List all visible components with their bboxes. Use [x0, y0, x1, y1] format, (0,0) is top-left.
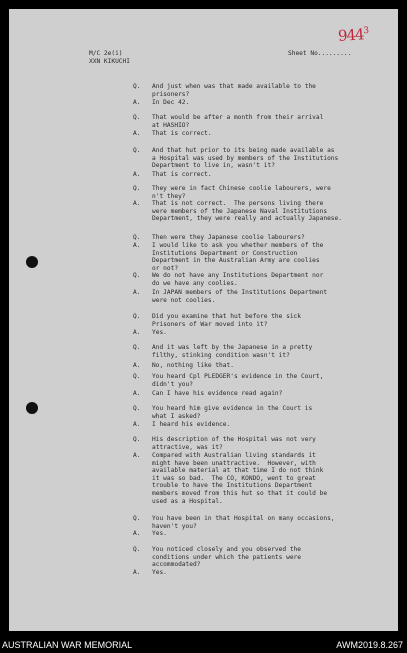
- entry-text: Yes.: [152, 569, 167, 576]
- reference-line-2: XXN KIKUCHI: [89, 57, 130, 65]
- entry-label: Q.: [133, 234, 141, 241]
- sheet-number-label: Sheet No.........: [288, 50, 352, 57]
- question-entry: [133, 515, 395, 530]
- question-entry: [133, 272, 395, 287]
- entry-text: You noticed closely and you observed the conditions under which the patients were accommodated?: [152, 546, 302, 569]
- question-entry: [133, 114, 395, 129]
- entry-text: In JAPAN members of the Institutions Department were not coolies.: [152, 289, 328, 304]
- entry-label: Q.: [133, 436, 141, 443]
- entry-label: A.: [133, 569, 141, 576]
- handwritten-page-number: $944^3$: [337, 25, 369, 46]
- entry-label: Q.: [133, 83, 141, 90]
- answer-entry: [133, 289, 395, 304]
- entry-label: Q.: [133, 185, 141, 192]
- entry-text: You heard Cpl PLEDGER's evidence in the Court, didn't you?: [152, 373, 324, 388]
- entry-text: Can I have his evidence read again?: [152, 390, 283, 397]
- answer-entry: [133, 421, 395, 429]
- question-entry: [133, 373, 395, 388]
- entry-text: They were in fact Chinese coolie labourers, were n't they?: [152, 185, 331, 200]
- entry-label: A.: [133, 99, 141, 106]
- entry-text: Yes.: [152, 329, 167, 336]
- answer-entry: [133, 569, 395, 577]
- entry-label: A.: [133, 390, 141, 397]
- entry-text: Then were they Japanese coolie labourers?: [152, 234, 305, 241]
- entry-text: That is correct.: [152, 171, 212, 178]
- entry-text: And that hut prior to its being made available as a Hospital was used by members of the Institutions Department to live in, wasn't it?: [152, 147, 339, 170]
- answer-entry: [133, 452, 395, 505]
- question-entry: [133, 405, 395, 420]
- entry-label: A.: [133, 289, 141, 296]
- answer-entry: [133, 530, 395, 538]
- question-entry: [133, 546, 395, 569]
- entry-text: His description of the Hospital was not very attractive, was it?: [152, 436, 316, 451]
- answer-entry: [133, 200, 395, 223]
- footer-source: AUSTRALIAN WAR MEMORIAL: [2, 640, 133, 650]
- entry-label: A.: [133, 452, 141, 459]
- entry-label: A.: [133, 530, 141, 537]
- answer-entry: [133, 242, 395, 272]
- question-entry: [133, 185, 395, 200]
- entry-text: No, nothing like that.: [152, 362, 234, 369]
- entry-label: Q.: [133, 515, 141, 522]
- question-entry: [133, 147, 395, 170]
- answer-entry: [133, 99, 395, 107]
- entry-text: I heard his evidence.: [152, 421, 231, 428]
- entry-text: And just when was that made available to the prisoners?: [152, 83, 316, 98]
- entry-label: Q.: [133, 147, 141, 154]
- entry-label: Q.: [133, 272, 141, 279]
- entry-text: You have been in that Hospital on many occasions, haven't you?: [152, 515, 335, 530]
- entry-text: Yes.: [152, 530, 167, 537]
- entry-label: Q.: [133, 114, 141, 121]
- question-entry: [133, 344, 395, 359]
- entry-text: That is correct.: [152, 130, 212, 137]
- entry-text: That is not correct. The persons living there were members of the Japanese Naval Institutions Department, they were really and actually Japanese.: [152, 200, 342, 223]
- entry-text: We do not have any Institutions Department nor do we have any coolies.: [152, 272, 324, 287]
- entry-text: I would like to ask you whether members of the Institutions Department or Construction Department in the Australian Army are coolies or not?: [152, 242, 324, 272]
- entry-label: Q.: [133, 405, 141, 412]
- answer-entry: [133, 171, 395, 179]
- entry-label: Q.: [133, 373, 141, 380]
- entry-label: Q.: [133, 546, 141, 553]
- answer-entry: [133, 362, 395, 370]
- entry-label: Q.: [133, 313, 141, 320]
- answer-entry: [133, 390, 395, 398]
- footer-accession: AWM2019.8.267: [336, 640, 403, 650]
- punch-hole: [26, 256, 38, 268]
- entry-label: A.: [133, 329, 141, 336]
- reference-line-1: M/C 2e(i): [89, 50, 123, 57]
- entry-text: Compared with Australian living standards it might have been unattractive. However, with available material at that time I do not think it was so bad. The CO, KONDO, went to great trouble to have the Institutions Department members moved from this hut so that it could be used as a Hospital.: [152, 452, 328, 505]
- answer-entry: [133, 130, 395, 138]
- document-reference: [89, 50, 130, 65]
- punch-hole: [26, 402, 38, 414]
- entry-label: A.: [133, 171, 141, 178]
- entry-label: A.: [133, 362, 141, 369]
- question-entry: [133, 313, 395, 328]
- entry-label: A.: [133, 130, 141, 137]
- entry-label: A.: [133, 242, 141, 249]
- entry-label: A.: [133, 200, 141, 207]
- entry-label: A.: [133, 421, 141, 428]
- question-entry: [133, 83, 395, 98]
- question-entry: [133, 436, 395, 451]
- entry-label: Q.: [133, 344, 141, 351]
- entry-text: You heard him give evidence in the Court is what I asked?: [152, 405, 313, 420]
- question-entry: [133, 234, 395, 242]
- entry-text: And it was left by the Japanese in a pretty filthy, stinking condition wasn't it?: [152, 344, 313, 359]
- answer-entry: [133, 329, 395, 337]
- entry-text: That would be after a month from their arrival at HASHIO?: [152, 114, 324, 129]
- entry-text: Did you examine that hut before the sick Prisoners of War moved into it?: [152, 313, 302, 328]
- entry-text: In Dec 42.: [152, 99, 190, 106]
